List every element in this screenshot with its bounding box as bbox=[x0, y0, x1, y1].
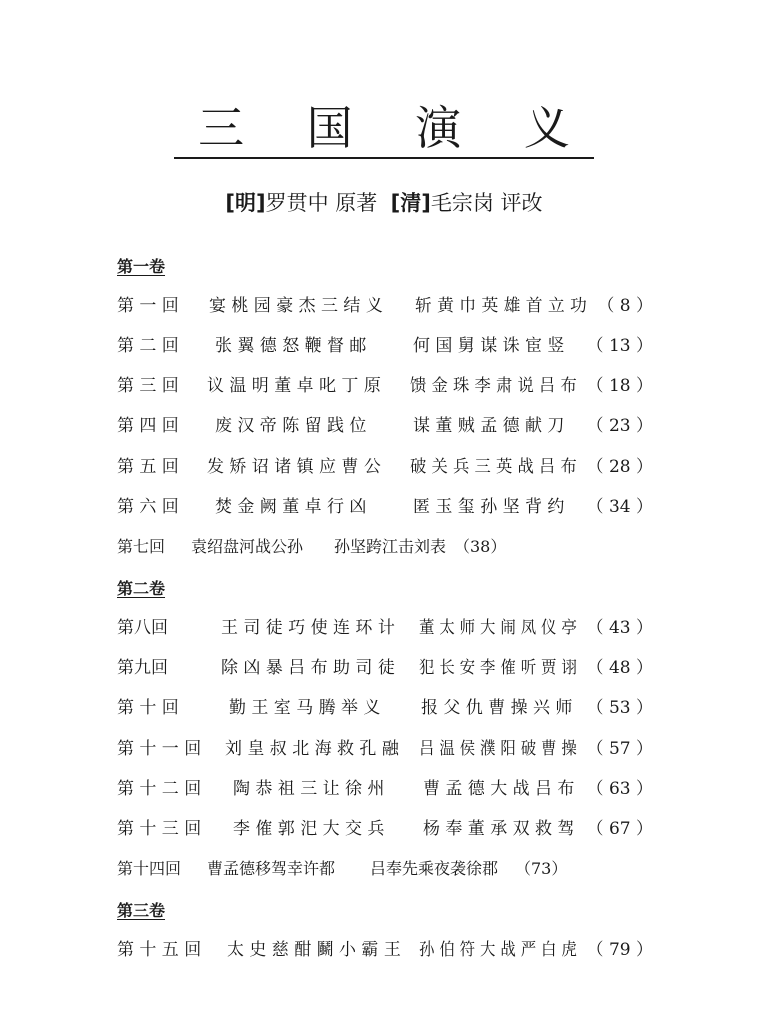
chapter-title-first: 袁绍盘河战公孙 bbox=[191, 537, 304, 556]
chapter-title-second: 何 国 舅 谋 诛 宦 竖 bbox=[413, 336, 565, 356]
chapter-title-first: 议 温 明 董 卓 叱 丁 原 bbox=[207, 376, 381, 396]
chapter-number: 第 十 一 回 bbox=[117, 739, 202, 759]
toc-row-ch1[interactable] bbox=[117, 294, 657, 318]
page-number: （ 48 ） bbox=[586, 658, 653, 678]
chapter-title-second: 杨 奉 董 承 双 救 驾 bbox=[423, 819, 575, 839]
chapter-title-first: 勤 王 室 马 腾 举 义 bbox=[229, 698, 381, 718]
toc-row-ch13[interactable] bbox=[117, 817, 657, 841]
chapter-number: 第 四 回 bbox=[117, 416, 179, 436]
chapter-number: 第 十 回 bbox=[117, 698, 179, 718]
toc-row-ch8[interactable] bbox=[117, 616, 657, 640]
volume-heading-2: 第二卷 bbox=[117, 579, 166, 598]
page-number: （73） bbox=[515, 859, 568, 878]
chapter-title-second: 谋 董 贼 孟 德 献 刀 bbox=[413, 416, 565, 436]
page-number: （ 8 ） bbox=[597, 296, 653, 316]
ming-tag: [明] bbox=[225, 191, 266, 215]
page-number: （ 43 ） bbox=[586, 618, 653, 638]
chapter-number: 第 二 回 bbox=[117, 336, 179, 356]
toc-row-ch10[interactable] bbox=[117, 696, 657, 720]
chapter-title-first: 刘 皇 叔 北 海 救 孔 融 bbox=[225, 739, 399, 759]
chapter-number: 第 六 回 bbox=[117, 497, 179, 517]
chapter-title-first: 李 傕 郭 汜 大 交 兵 bbox=[233, 819, 385, 839]
chapter-number: 第 五 回 bbox=[117, 457, 179, 477]
chapter-number: 第 十 二 回 bbox=[117, 779, 202, 799]
toc-row-ch3[interactable] bbox=[117, 374, 657, 398]
chapter-title-first: 除 凶 暴 吕 布 助 司 徒 bbox=[221, 658, 395, 678]
page-number: （ 67 ） bbox=[586, 819, 653, 839]
toc-row-ch15[interactable] bbox=[117, 938, 657, 962]
chapter-number: 第 十 五 回 bbox=[117, 940, 202, 960]
chapter-title-second: 匿 玉 玺 孙 坚 背 约 bbox=[413, 497, 565, 517]
chapter-title-second: 破 关 兵 三 英 战 吕 布 bbox=[410, 457, 577, 477]
chapter-title-first: 曹孟德移驾幸许都 bbox=[207, 859, 336, 878]
chapter-title-second: 孙 伯 符 大 战 严 白 虎 bbox=[419, 940, 577, 960]
chapter-title-first: 陶 恭 祖 三 让 徐 州 bbox=[233, 779, 385, 799]
toc-row-ch9[interactable] bbox=[117, 656, 657, 680]
chapter-title-second: 馈 金 珠 李 肃 说 吕 布 bbox=[410, 376, 577, 396]
chapter-title-second: 斩 黄 巾 英 雄 首 立 功 bbox=[415, 296, 587, 316]
page-number: （ 63 ） bbox=[586, 779, 653, 799]
chapter-title-second: 孙坚跨江击刘表 bbox=[334, 537, 447, 556]
authorship-line bbox=[0, 188, 768, 218]
toc-row-ch4[interactable] bbox=[117, 414, 657, 438]
author: 罗贯中 原著 bbox=[265, 191, 378, 215]
toc-row-ch6[interactable] bbox=[117, 495, 657, 519]
chapter-number: 第 一 回 bbox=[117, 296, 179, 316]
toc-row-ch2[interactable] bbox=[117, 334, 657, 358]
chapter-number: 第九回 bbox=[117, 658, 168, 678]
chapter-number: 第八回 bbox=[117, 618, 168, 638]
chapter-title-first: 发 矫 诏 诸 镇 应 曹 公 bbox=[207, 457, 381, 477]
chapter-title-second: 曹 孟 德 大 战 吕 布 bbox=[423, 779, 575, 799]
chapter-title-first: 张 翼 德 怒 鞭 督 邮 bbox=[215, 336, 367, 356]
toc-row-ch12[interactable] bbox=[117, 777, 657, 801]
toc-row-ch7[interactable] bbox=[117, 535, 657, 559]
chapter-title-second: 吕 温 侯 濮 阳 破 曹 操 bbox=[419, 739, 577, 759]
page-number: （ 53 ） bbox=[586, 698, 653, 718]
toc-row-ch5[interactable] bbox=[117, 455, 657, 479]
chapter-title-second: 犯 长 安 李 傕 听 贾 诩 bbox=[419, 658, 577, 678]
toc-row-ch11[interactable] bbox=[117, 737, 657, 761]
page-number: （ 28 ） bbox=[586, 457, 653, 477]
chapter-number: 第 十 三 回 bbox=[117, 819, 202, 839]
volume-heading-3: 第三卷 bbox=[117, 901, 166, 920]
book-title: 三 国 演 义 bbox=[0, 98, 768, 159]
chapter-title-first: 太 史 慈 酣 鬭 小 霸 王 bbox=[227, 940, 401, 960]
chapter-title-first: 焚 金 阙 董 卓 行 凶 bbox=[215, 497, 367, 517]
chapter-number: 第七回 bbox=[117, 537, 166, 556]
volume-heading-1: 第一卷 bbox=[117, 257, 166, 276]
page-number: （ 79 ） bbox=[586, 940, 653, 960]
chapter-title-first: 宴 桃 园 豪 杰 三 结 义 bbox=[209, 296, 383, 316]
page-number: （ 57 ） bbox=[586, 739, 653, 759]
page-number: （ 23 ） bbox=[586, 416, 653, 436]
page-number: （ 13 ） bbox=[586, 336, 653, 356]
qing-tag: [清] bbox=[390, 191, 431, 215]
page-number: （ 34 ） bbox=[586, 497, 653, 517]
chapter-number: 第十四回 bbox=[117, 859, 182, 878]
chapter-title-second: 董 太 师 大 闹 凤 仪 亭 bbox=[419, 618, 577, 638]
chapter-title-second: 报 父 仇 曹 操 兴 师 bbox=[421, 698, 573, 718]
page-number: （38） bbox=[454, 537, 507, 556]
chapter-number: 第 三 回 bbox=[117, 376, 179, 396]
chapter-title-second: 吕奉先乘夜袭徐郡 bbox=[370, 859, 499, 878]
toc-row-ch14[interactable] bbox=[117, 857, 657, 881]
editor: 毛宗岗 评改 bbox=[430, 191, 543, 215]
chapter-title-first: 废 汉 帝 陈 留 践 位 bbox=[215, 416, 367, 436]
page-number: （ 18 ） bbox=[586, 376, 653, 396]
chapter-title-first: 王 司 徒 巧 使 连 环 计 bbox=[221, 618, 395, 638]
